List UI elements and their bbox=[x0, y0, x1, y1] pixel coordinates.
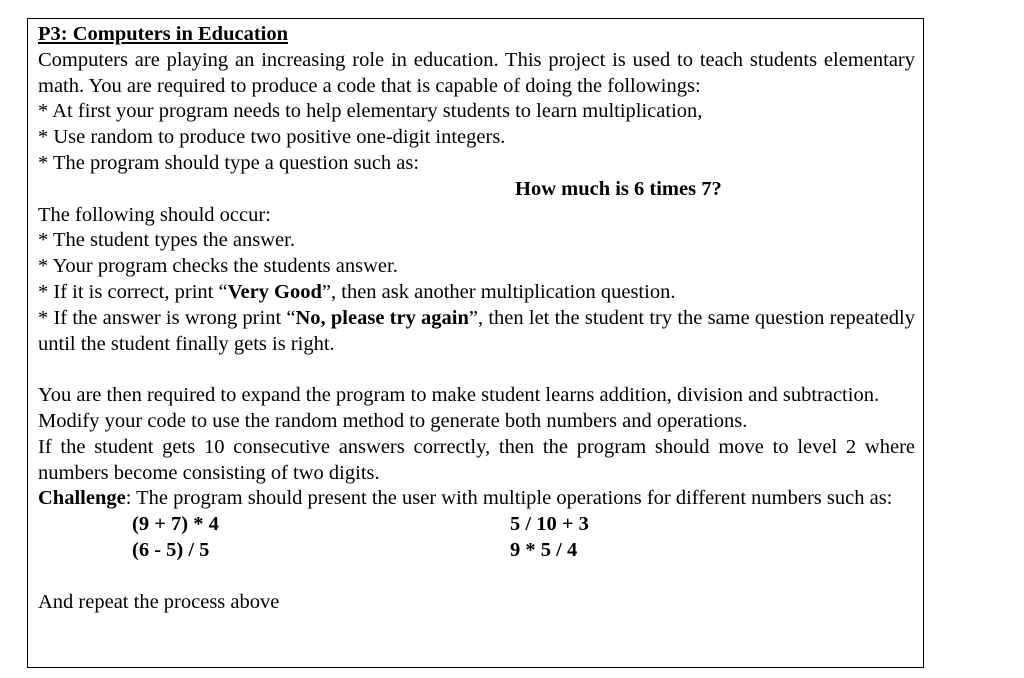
bullet-random: * Use random to produce two positive one-digit integers. bbox=[38, 126, 506, 149]
example-expression-1: (9 + 7) * 4 bbox=[132, 513, 219, 536]
wrong-bold: No, please try again bbox=[295, 306, 469, 329]
challenge-label: Challenge bbox=[38, 487, 126, 510]
expand-paragraph: You are then required to expand the program to make student learns addition, division and subtraction. bbox=[38, 384, 880, 407]
example-expressions bbox=[38, 512, 915, 564]
spacer bbox=[38, 357, 915, 383]
challenge-text: : The program should present the user with multiple operations for different numbers such as: bbox=[125, 487, 893, 510]
modify-paragraph: Modify your code to use the random method to generate both numbers and operations. bbox=[38, 409, 748, 432]
bullet-question-type: * The program should type a question such as: bbox=[38, 151, 420, 174]
bullet-correct bbox=[38, 280, 915, 306]
example-question: How much is 6 times 7? bbox=[515, 177, 722, 200]
intro-paragraph: Computers are playing an increasing role in education. This project is used to teach students elementary math. You are required to produce a code that is capable of doing the followings: bbox=[38, 48, 915, 97]
closing-line: And repeat the process above bbox=[38, 590, 280, 613]
correct-pre: * If it is correct, print “ bbox=[38, 280, 228, 303]
document-content bbox=[38, 22, 915, 616]
bullet-types-answer: * The student types the answer. bbox=[38, 229, 295, 252]
bullet-wrong bbox=[38, 306, 915, 358]
correct-bold: Very Good bbox=[227, 280, 322, 303]
spacer bbox=[38, 564, 915, 590]
document-title: P3: Computers in Education bbox=[38, 23, 289, 45]
wrong-post: ”, then let the student try the same question repeatedly until the student finally gets is right. bbox=[38, 306, 915, 355]
challenge-paragraph bbox=[38, 486, 915, 512]
correct-post: ”, then ask another multiplication question. bbox=[321, 280, 676, 303]
wrong-pre: * If the answer is wrong print “ bbox=[38, 306, 296, 329]
following-heading: The following should occur: bbox=[38, 203, 271, 226]
example-expression-3: 5 / 10 + 3 bbox=[510, 513, 589, 536]
bullet-multiplication: * At first your program needs to help elementary students to learn multiplication, bbox=[38, 100, 703, 123]
bullet-checks-answer: * Your program checks the students answer. bbox=[38, 255, 398, 278]
level-paragraph: If the student gets 10 consecutive answers correctly, then the program should move to level 2 where numbers become consisting of two digits. bbox=[38, 435, 915, 484]
example-expression-2: (6 - 5) / 5 bbox=[132, 539, 210, 562]
example-expression-4: 9 * 5 / 4 bbox=[510, 539, 578, 562]
